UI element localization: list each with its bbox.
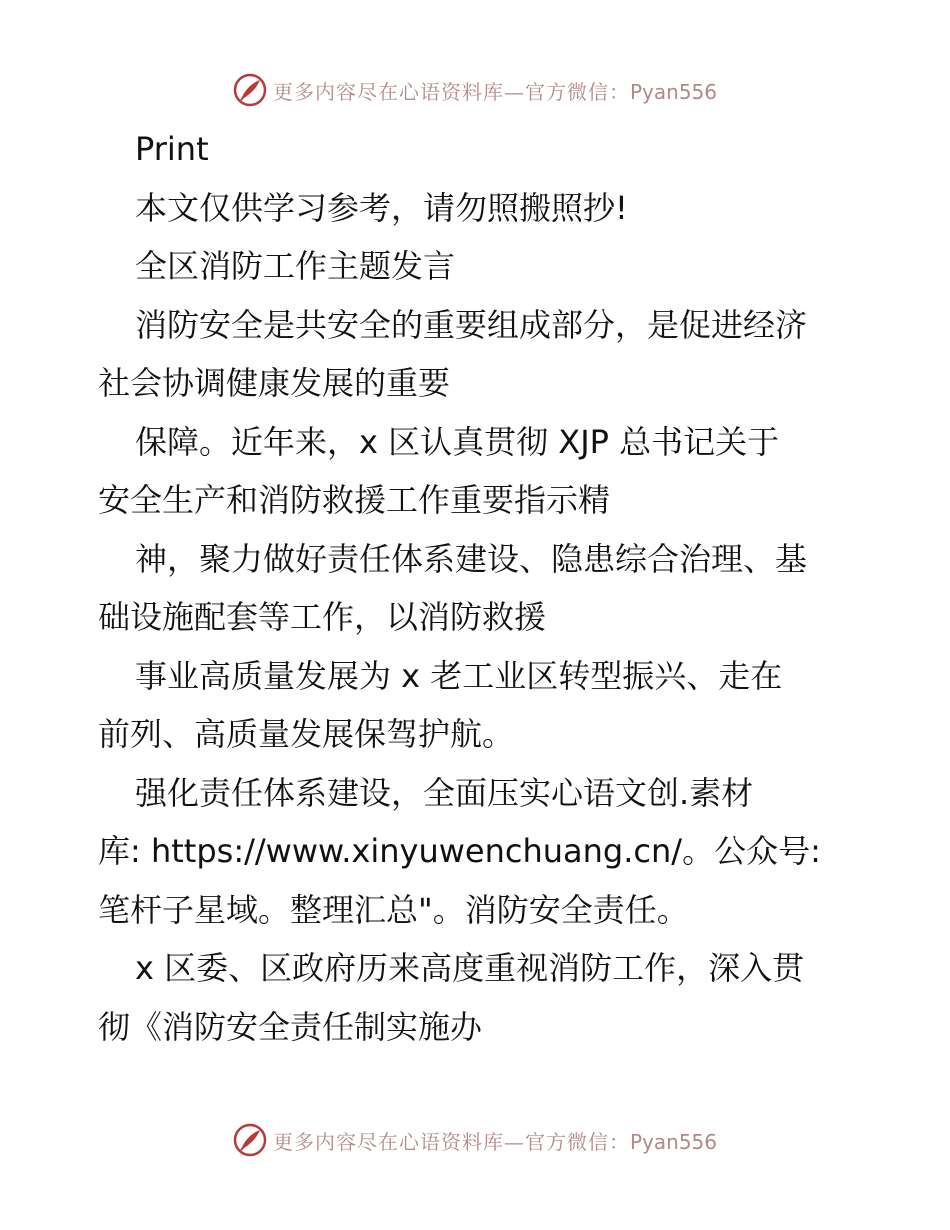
body-line: 库: https://www.xinyuwenchuang.cn/。公众号: [98,832,821,870]
body-line: 强化责任体系建设，全面压实心语文创.素材 [135,773,754,812]
body-line: 事业高质量发展为 x 老工业区转型振兴、走在 [135,656,783,695]
document-title: 全区消防工作主题发言 [135,247,456,285]
body-line: 安全生产和消防救援工作重要指示精 [98,481,611,519]
document-body [98,120,858,1056]
body-line: x 区委、区政府历来高度重视消防工作，深入贯 [135,949,805,987]
body-line: Print [135,130,209,168]
body-line: 笔杆子星域。整理汇总"。消防安全责任。 [98,890,689,929]
header-banner [0,68,950,112]
red-feather-pen-logo-icon [233,73,267,107]
red-feather-pen-logo-icon [233,1123,267,1157]
body-line: 本文仅供学习参考，请勿照搬照抄! [135,188,628,227]
banner-text: 更多内容尽在心语资料库—官方微信： [272,79,630,104]
banner-wechat-id: Pyan556 [629,1129,717,1154]
body-line: 前列、高质量发展保驾护航。 [98,715,515,753]
body-line: 彻《消防安全责任制实施办 [98,1007,483,1046]
body-line: 神，聚力做好责任体系建设、隐患综合治理、基 [135,539,808,578]
body-line: 础设施配套等工作，以消防救援 [98,598,547,636]
banner-wechat-id: Pyan556 [629,79,717,104]
body-line: 社会协调健康发展的重要 [98,364,451,402]
body-line: 消防安全是共安全的重要组成部分，是促进经济 [135,305,808,344]
body-line: 保障。近年来，x 区认真贯彻 XJP 总书记关于 [135,422,780,461]
banner-text: 更多内容尽在心语资料库—官方微信： [272,1129,630,1154]
footer-banner [0,1118,950,1162]
